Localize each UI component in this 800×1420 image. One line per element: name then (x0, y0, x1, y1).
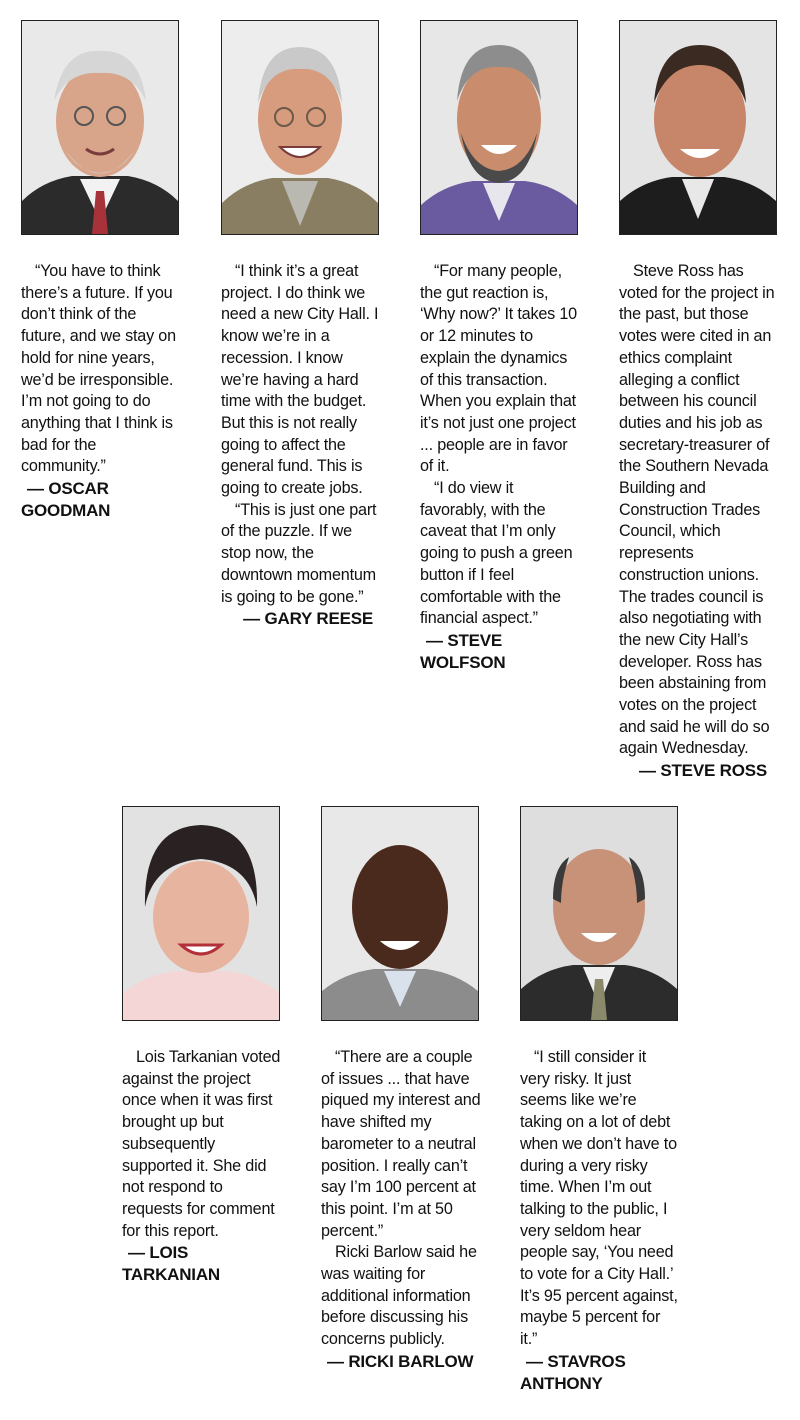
quote-paragraph: Lois Tarkanian voted against the project once when it was first brought up but subsequently supported it. She did not respond to requests for comment for this report. (122, 1048, 281, 1240)
quote-paragraph: Ricki Barlow said he was waiting for additional information before discussing his concerns publicly. (321, 1243, 477, 1349)
quote-paragraph: “I think it’s a great project. I do think we need a new City Hall. I know we’re in a recession. I know we’re having a hard time with the budget. But this is not really going to affect the general fund. This is going to create jobs. (221, 262, 379, 498)
portrait-photo-steve-ross (619, 20, 777, 235)
attribution-name: — GARY REESE (243, 609, 373, 629)
quote-text (321, 1047, 481, 1373)
profile-oscar-goodman (21, 20, 181, 522)
quote-text (122, 1047, 282, 1286)
quote-text (520, 1047, 680, 1395)
quote-paragraph: “I do view it favorably, with the caveat that I’m only going to push a green button if I feel comfortable with the financial aspect.” (420, 479, 573, 628)
attribution-name: — STAVROS ANTHONY (520, 1351, 626, 1393)
quote-paragraph: Steve Ross has voted for the project in the past, but those votes were cited in an ethics complaint alleging a conflict between his council duties and his job as secretary-treasurer of the Southern Nevada Building and Construction Trades Council, which represents construction unions. The trades council is also negotiating with the new City Hall’s developer. Ross has been abstaining from votes on the project and said he will do so again Wednesday. (619, 262, 775, 758)
profile-steve-ross (619, 20, 779, 782)
attribution-name: — STEVE ROSS (639, 761, 767, 781)
quote-text (21, 261, 181, 522)
quote-paragraph: “For many people, the gut reaction is, ‘Why now?’ It takes 10 or 12 minutes to explain the dynamics of this transaction. When you explain that it’s not just one project ... people are in favor of it. (420, 262, 577, 476)
quote-text (221, 261, 381, 630)
portrait-photo-lois-tarkanian (122, 806, 280, 1021)
profile-steve-wolfson (420, 20, 580, 674)
portrait-photo-stavros-anthony (520, 806, 678, 1021)
quote-paragraph: “I still consider it very risky. It just seems like we’re taking on a lot of debt when we don’t have to during a very risky time. When I’m out talking to the public, I very seldom hear people say, ‘You need to vote for a City Hall.’ It’s 95 percent against, maybe 5 percent for it.” (520, 1048, 678, 1349)
quote-paragraph: “There are a couple of issues ... that have piqued my interest and have shifted my barometer to a neutral position. I really can’t say I’m 100 percent at this point. I’m at 50 percent.” (321, 1048, 481, 1240)
quote-paragraph: “This is just one part of the puzzle. If we stop now, the downtown momentum is going to be gone.” (221, 500, 377, 606)
quote-paragraph: “You have to think there’s a future. If you don’t think of the future, and we stay on hold for nine years, we’d be irresponsible. I’m not going to do anything that I think is bad for the community.” (21, 262, 176, 476)
attribution-name: — RICKI BARLOW (327, 1351, 474, 1371)
portrait-photo-ricki-barlow (321, 806, 479, 1021)
portrait-photo-gary-reese (221, 20, 379, 235)
portrait-photo-oscar-goodman (21, 20, 179, 235)
profile-gary-reese (221, 20, 381, 630)
profile-stavros-anthony (520, 806, 680, 1395)
profile-ricki-barlow (321, 806, 481, 1373)
quote-text (420, 261, 580, 674)
attribution-name: — STEVE WOLFSON (420, 630, 506, 672)
attribution-name: — LOIS TARKANIAN (122, 1243, 220, 1285)
profile-lois-tarkanian (122, 806, 282, 1286)
portrait-photo-steve-wolfson (420, 20, 578, 235)
attribution-name: — OSCAR GOODMAN (21, 479, 111, 521)
quote-text (619, 261, 779, 782)
